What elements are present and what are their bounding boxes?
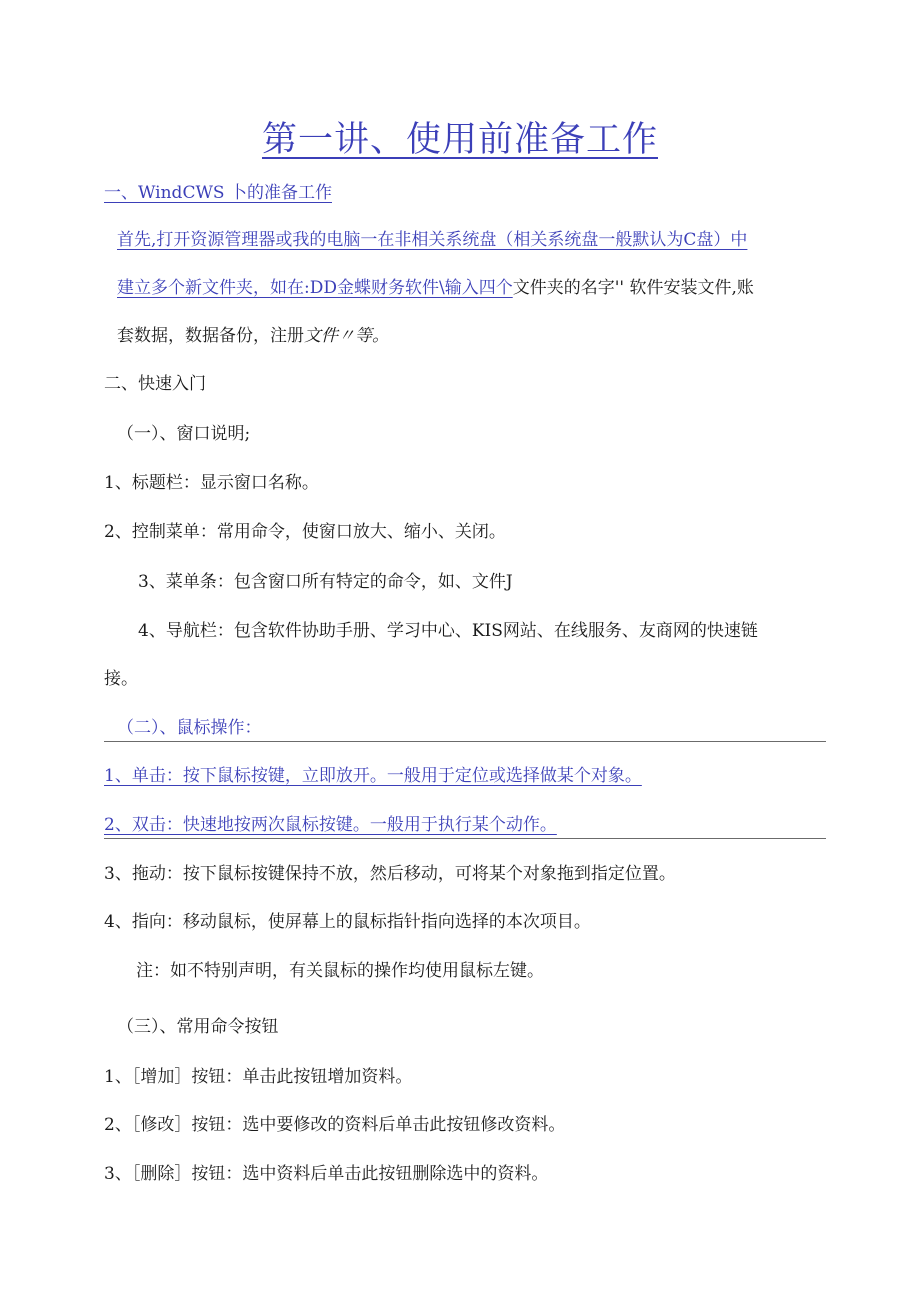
- section1-para-line2: [117, 276, 754, 300]
- sub2-item-4: 4、指向：移动鼠标，使屏幕上的鼠标指针指向选择的本次项目。: [104, 912, 591, 932]
- sub3-item-3: 3、［删除］按钮：选中资料后单击此按钮删除选中的资料。: [104, 1164, 549, 1184]
- section1-para-line1: 首先,打开资源管理器或我的电脑一在非相关系统盘（相关系统盘一般默认为C盘）中: [117, 230, 748, 250]
- sub1-item-4-cont: 接。: [104, 669, 138, 689]
- sub2-heading: （二）、鼠标操作：: [117, 718, 262, 738]
- divider-bottom: [104, 838, 826, 839]
- sub3-item-2: 2、［修改］按钮：选中要修改的资料后单击此按钮修改资料。: [104, 1115, 566, 1135]
- sub1-item-1: 1、标题栏：显示窗口名称。: [104, 473, 319, 493]
- section2-heading: 二、快速入门: [104, 374, 206, 394]
- divider-top: [104, 741, 826, 742]
- sub1-item-4: 4、导航栏：包含软件协助手册、学习中心、KIS网站、在线服务、友商网的快速链: [138, 621, 758, 641]
- section1-para-line3-italic: 文件〃等。: [304, 326, 389, 346]
- sub3-item-1: 1、［增加］按钮：单击此按钮增加资料。: [104, 1067, 413, 1087]
- section1-para-line2-black: 文件夹的名字'' 软件安装文件,账: [512, 278, 754, 298]
- section1-heading: 一、WindCWS 卜的准备工作: [104, 183, 332, 203]
- section1-para-line3: [117, 324, 389, 348]
- sub1-item-3: 3、菜单条：包含窗口所有特定的命令，如、文件J: [138, 572, 513, 592]
- sub2-item-1: 1、单击：按下鼠标按键，立即放开。一般用于定位或选择做某个对象。: [104, 766, 642, 786]
- sub2-item-3: 3、拖动：按下鼠标按键保持不放，然后移动，可将某个对象拖到指定位置。: [104, 864, 676, 884]
- sub1-heading: （一）、窗口说明;: [117, 424, 251, 444]
- section1-para-line3-text: 套数据，数据备份，注册: [117, 326, 304, 346]
- sub2-note: 注：如不特别声明，有关鼠标的操作均使用鼠标左键。: [136, 961, 544, 981]
- sub1-item-2: 2、控制菜单：常用命令，使窗口放大、缩小、关闭。: [104, 522, 506, 542]
- sub2-item-2: 2、双击：快速地按两次鼠标按键。一般用于执行某个动作。: [104, 815, 557, 835]
- section1-para-line2-blue: 建立多个新文件夹，如在:DD金蝶财务软件\输入四个: [117, 278, 513, 298]
- page-title: 第一讲、使用前准备工作: [261, 120, 658, 160]
- sub3-heading: （三）、常用命令按钮: [117, 1017, 279, 1037]
